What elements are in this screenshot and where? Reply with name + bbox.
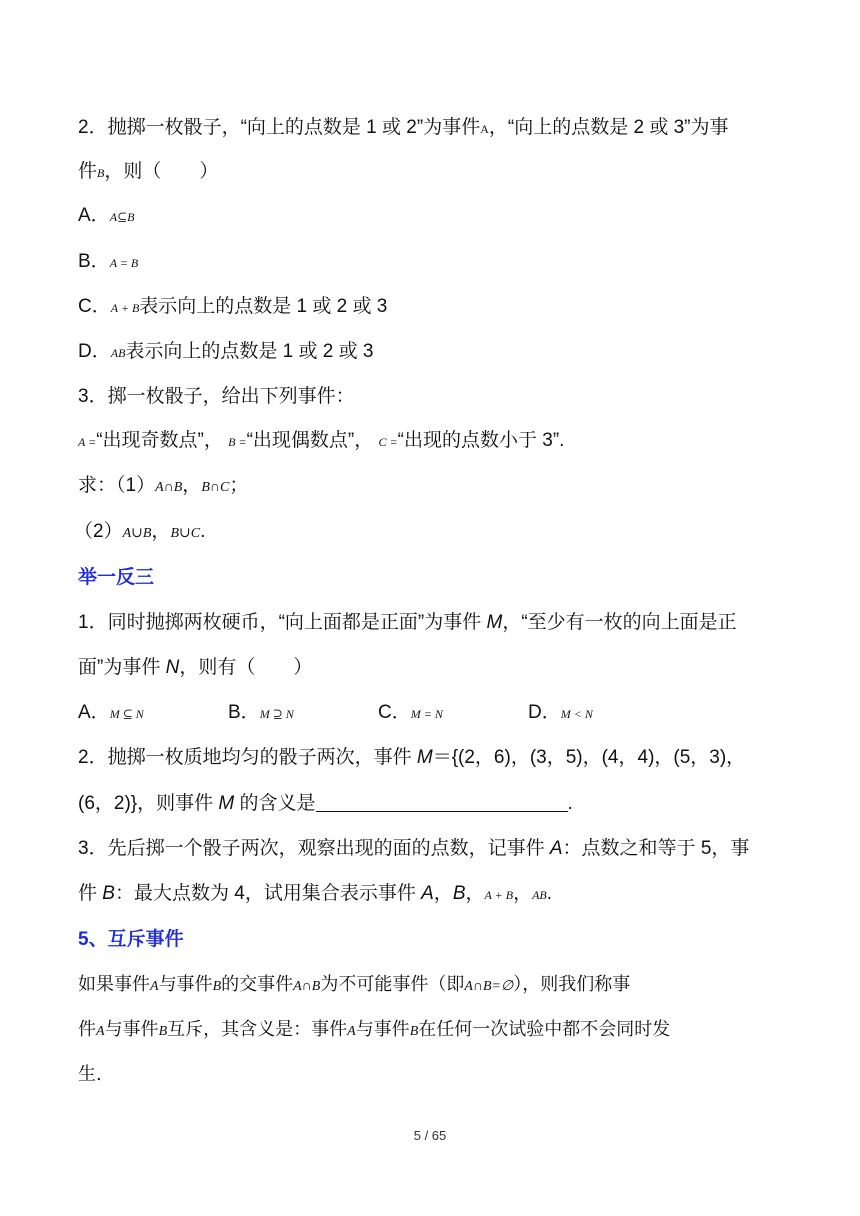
math-var: A — [96, 1024, 105, 1039]
answer-blank — [316, 793, 568, 812]
math-expr: A∩B — [155, 480, 183, 495]
q2-option-a — [78, 204, 134, 229]
text: ，则有（ ） — [179, 657, 313, 678]
math-var: M — [486, 612, 503, 633]
text: . — [200, 521, 206, 542]
def-line1 — [78, 973, 630, 999]
text: 3．先后掷一个骰子两次，观察出现的面的点数，记事件 — [78, 838, 550, 859]
text: 如果事件 — [78, 974, 150, 995]
text: ， — [151, 521, 171, 542]
text: 的交事件 — [221, 974, 294, 995]
text: “出现奇数点”， — [96, 430, 223, 451]
math-var: B — [409, 1024, 419, 1039]
math-expr: B = — [228, 435, 247, 449]
math-expr: A + B — [110, 301, 140, 315]
text: 件 — [78, 161, 98, 182]
q2-option-c — [78, 295, 387, 320]
math-expr: AB — [110, 346, 126, 360]
text: “出现偶数点”， — [246, 430, 374, 451]
text: 互斥，其含义是：事件 — [167, 1019, 348, 1040]
math-expr: M < N — [560, 707, 593, 721]
text: ＝{(2，6)，(3，5)，(4，4)，(5，3)， — [432, 747, 746, 768]
def-line3: 生. — [78, 1064, 102, 1085]
math-var: M — [218, 793, 235, 814]
text: 为不可能事件（即 — [320, 974, 465, 995]
p1-option-a — [78, 701, 144, 726]
text: 面”为事件 — [78, 657, 166, 678]
text: ， — [182, 475, 202, 496]
text: ， — [465, 883, 485, 904]
q3-line4 — [74, 520, 205, 546]
text: ， — [513, 883, 533, 904]
math-expr: M = N — [410, 707, 443, 721]
q3-line2 — [78, 429, 564, 454]
q2-line1 — [78, 116, 729, 141]
text: ：点数之和等于 5，事 — [562, 838, 750, 859]
option-label: B． — [78, 251, 110, 272]
math-expr: A + B — [484, 888, 514, 902]
option-label: C． — [378, 702, 411, 723]
option-label: B． — [228, 702, 260, 723]
text: （2） — [74, 521, 123, 542]
math-var: B — [158, 1024, 168, 1039]
math-var: A — [549, 838, 563, 859]
math-expr: A∪B — [122, 526, 152, 541]
text: . — [567, 793, 573, 814]
text: ， — [433, 883, 453, 904]
page-number: 5 / 65 — [413, 1128, 447, 1143]
q3-line3 — [78, 474, 248, 500]
math-expr: A = B — [109, 256, 139, 270]
math-var: A — [347, 1024, 356, 1039]
math-expr: A∩B=∅ — [464, 979, 514, 994]
section-heading-mutually-exclusive: 5、互斥事件 — [78, 929, 184, 950]
text: ：最大点数为 4，试用集合表示事件 — [114, 883, 422, 904]
p2-line2 — [78, 792, 573, 816]
text: (6，2)}，则事件 — [78, 793, 219, 814]
q2-line2 — [78, 160, 218, 185]
text: 的含义是 — [234, 793, 316, 814]
text: 1．同时抛掷两枚硬币，“向上面都是正面”为事件 — [78, 612, 487, 633]
p2-line1 — [78, 746, 745, 770]
q2-option-b — [78, 250, 138, 275]
p1-option-b — [228, 701, 294, 726]
text: “出现的点数小于 3”. — [397, 430, 565, 451]
math-expr: A = — [78, 435, 97, 449]
p3-line1 — [78, 837, 749, 861]
section-heading-practice: 举一反三 — [78, 567, 155, 588]
text: ，则（ ） — [104, 161, 219, 182]
text: 件 — [78, 1019, 96, 1040]
p1-option-d — [528, 701, 593, 726]
math-var: B — [102, 883, 115, 904]
math-expr: A⊆B — [109, 210, 135, 224]
text: ，“至少有一枚的向上面是正 — [502, 612, 737, 633]
math-var: N — [165, 657, 180, 678]
text: 与事件 — [355, 1019, 410, 1040]
option-label: D． — [78, 341, 111, 362]
text: ），则我们称事 — [513, 974, 631, 995]
text: 在任何一次试验中都不会同时发 — [418, 1019, 671, 1040]
p1-option-c — [378, 701, 443, 726]
text: 表示向上的点数是 1 或 2 或 3 — [125, 341, 374, 362]
p1-line2 — [78, 656, 312, 680]
math-var: A — [421, 883, 434, 904]
q2-option-d — [78, 340, 374, 365]
text: 与事件 — [104, 1019, 159, 1040]
q3-line1: 3．掷一枚骰子，给出下列事件： — [78, 386, 355, 407]
math-expr: A — [480, 122, 489, 136]
math-expr: B — [97, 166, 105, 180]
math-expr: C = — [378, 435, 398, 449]
math-expr: B∪C — [170, 526, 201, 541]
math-expr: M ⊆ N — [109, 707, 144, 721]
text: 求：（1） — [78, 475, 156, 496]
option-label: D． — [528, 702, 561, 723]
math-expr: A∩B — [293, 979, 321, 994]
text: 件 — [78, 883, 103, 904]
def-line2 — [78, 1018, 670, 1044]
text: 与事件 — [158, 974, 213, 995]
option-label: A． — [78, 702, 110, 723]
math-expr: M ⊇ N — [259, 707, 294, 721]
math-var: M — [416, 747, 433, 768]
option-label: C． — [78, 296, 111, 317]
p1-line1 — [78, 611, 737, 635]
math-var: B — [452, 883, 466, 904]
text: 2．抛掷一枚骰子，“向上的点数是 1 或 2”为事件 — [78, 117, 481, 138]
math-var: A — [150, 979, 159, 994]
option-label: A． — [78, 205, 110, 226]
math-expr: AB — [532, 888, 547, 902]
math-var: B — [212, 979, 222, 994]
text: ，“向上的点数是 2 或 3”为事 — [488, 117, 729, 138]
math-expr: B∩C — [201, 480, 230, 495]
p3-line2 — [78, 882, 552, 907]
text: 2．抛掷一枚质地均匀的骰子两次，事件 — [78, 747, 417, 768]
text: . — [546, 883, 553, 904]
text: ； — [229, 475, 249, 496]
text: 表示向上的点数是 1 或 2 或 3 — [139, 296, 388, 317]
